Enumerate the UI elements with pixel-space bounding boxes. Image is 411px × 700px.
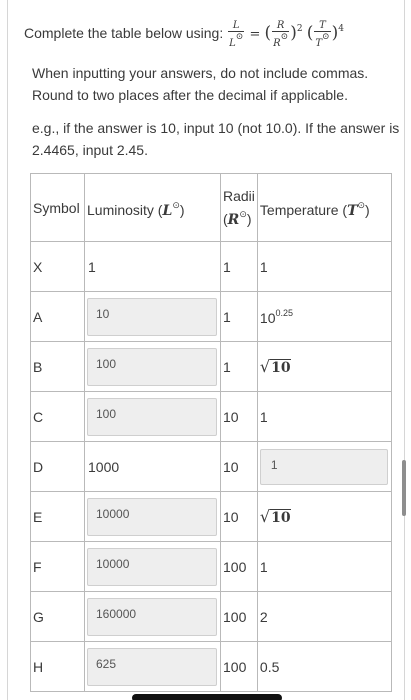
temperature-cell: 0.5 bbox=[257, 642, 391, 692]
table-header-row bbox=[31, 174, 392, 242]
symbol-cell: X bbox=[31, 242, 85, 292]
luminosity-answer-input[interactable]: 625 bbox=[87, 648, 217, 686]
instruction-equation-line bbox=[24, 18, 396, 49]
luminosity-answer-input[interactable]: 160000 bbox=[87, 598, 217, 636]
radius-cell: 1 bbox=[221, 292, 258, 342]
table-row bbox=[31, 392, 392, 442]
sqrt-expression: √10 bbox=[259, 507, 291, 526]
radius-cell: 10 bbox=[221, 442, 258, 492]
luminosity-ratio: $\frac{L}{L⊙}$ bbox=[229, 19, 244, 49]
table-row bbox=[31, 442, 392, 492]
luminosity-answer-input[interactable]: 10000 bbox=[87, 498, 217, 536]
radius-cell: 10 bbox=[221, 492, 258, 542]
luminosity-cell: 1000 bbox=[85, 442, 221, 492]
luminosity-answer-input[interactable]: 100 bbox=[87, 398, 217, 436]
symbol-cell: E bbox=[31, 492, 85, 542]
symbol-cell: B bbox=[31, 342, 85, 392]
luminosity-cell bbox=[85, 392, 221, 442]
temperature-cell: 1 bbox=[257, 242, 391, 292]
temperature-cell: 1 bbox=[257, 392, 391, 442]
table-row bbox=[31, 492, 392, 542]
temperature-ratio: $\frac{T}{T⊙}$ bbox=[315, 19, 330, 49]
temperature-cell bbox=[257, 342, 391, 392]
symbol-cell: C bbox=[31, 392, 85, 442]
star-properties-table bbox=[30, 173, 392, 692]
radius-cell: 1 bbox=[221, 342, 258, 392]
temperature-answer-input[interactable]: 1 bbox=[260, 449, 388, 485]
symbol-cell: G bbox=[31, 592, 85, 642]
home-indicator bbox=[132, 694, 282, 700]
table-row bbox=[31, 292, 392, 342]
radius-cell: 100 bbox=[221, 592, 258, 642]
temperature-cell bbox=[257, 292, 391, 342]
header-temperature: Temperature (T⊙) bbox=[257, 174, 391, 242]
instruction-example: e.g., if the answer is 10, input 10 (not 10.0). If the answer is 2.4465, input 2.45. bbox=[32, 120, 400, 158]
luminosity-cell: 1 bbox=[85, 242, 221, 292]
radius-cell: 100 bbox=[221, 542, 258, 592]
instruction-formatting: When inputting your answers, do not include commas. Round to two places after the decimal if applicable. bbox=[32, 65, 369, 103]
instruction-lead: Complete the table below using: bbox=[24, 25, 224, 41]
symbol-cell: H bbox=[31, 642, 85, 692]
sqrt-expression: √10 bbox=[259, 357, 291, 376]
scrollbar-thumb[interactable] bbox=[402, 460, 406, 516]
luminosity-cell bbox=[85, 342, 221, 392]
radius-cell: 1 bbox=[221, 242, 258, 292]
header-radii: Radii (R⊙) bbox=[221, 174, 258, 242]
temperature-cell bbox=[257, 442, 391, 492]
header-luminosity: Luminosity (L⊙) bbox=[85, 174, 221, 242]
table-row bbox=[31, 242, 392, 292]
luminosity-cell bbox=[85, 492, 221, 542]
temperature-cell bbox=[257, 492, 391, 542]
symbol-cell: A bbox=[31, 292, 85, 342]
radius-cell: 10 bbox=[221, 392, 258, 442]
luminosity-equation: $\frac{L}{L⊙}$ = ( $\frac{R}{R⊙}$ )$^2$ ( $\frac{T}{T⊙}$ )$^4$ bbox=[229, 19, 344, 49]
luminosity-answer-input[interactable]: 10 bbox=[87, 298, 217, 336]
luminosity-answer-input[interactable]: 10000 bbox=[87, 548, 217, 586]
table-row bbox=[31, 342, 392, 392]
radius-cell: 100 bbox=[221, 642, 258, 692]
table-row bbox=[31, 592, 392, 642]
luminosity-cell bbox=[85, 292, 221, 342]
temperature-cell: 1 bbox=[257, 542, 391, 592]
header-symbol: Symbol bbox=[31, 174, 85, 242]
luminosity-cell bbox=[85, 642, 221, 692]
temperature-power: $10^{0.25}$ bbox=[259, 307, 294, 326]
temperature-cell: 2 bbox=[257, 592, 391, 642]
symbol-cell: F bbox=[31, 542, 85, 592]
symbol-cell: D bbox=[31, 442, 85, 492]
table-row bbox=[31, 642, 392, 692]
table-row bbox=[31, 542, 392, 592]
luminosity-answer-input[interactable]: 100 bbox=[87, 348, 217, 386]
luminosity-cell bbox=[85, 542, 221, 592]
radius-ratio: $\frac{R}{R⊙}$ bbox=[273, 19, 289, 49]
luminosity-cell bbox=[85, 592, 221, 642]
